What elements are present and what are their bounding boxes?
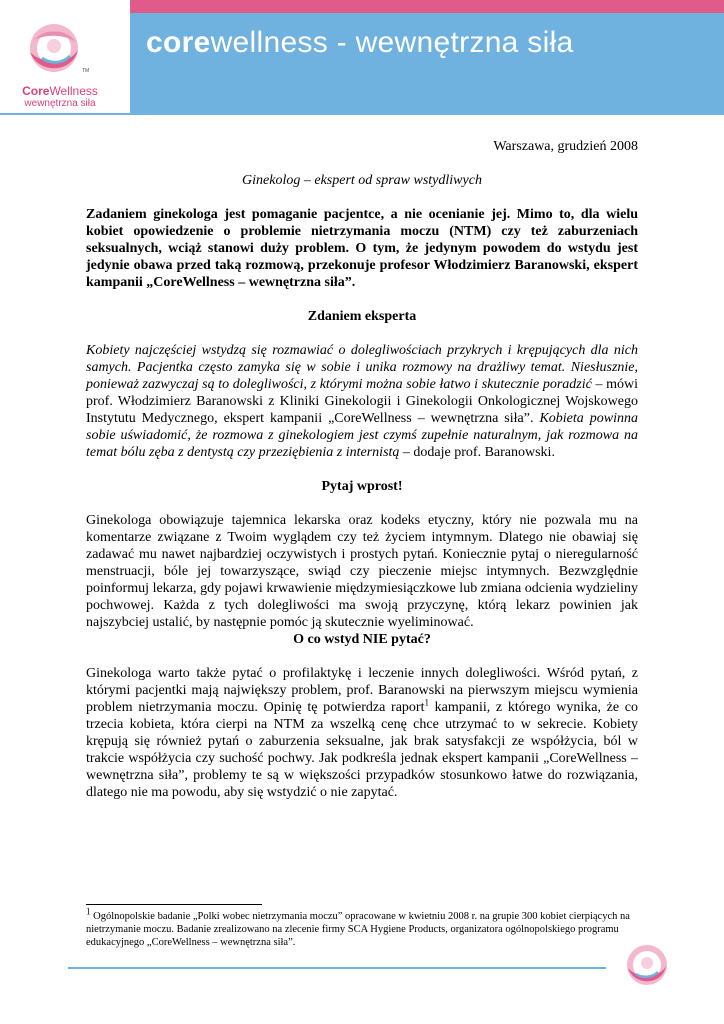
section-heading-what-not-to-ask: O co wstyd NIE pytać? [293, 632, 431, 647]
expert-opinion-paragraph: Kobiety najczęściej wstydzą się rozmawiać o dolegliwościach przykrych i krępujących dla nich samych. Pacjentka często zamyka się w sobie i unika rozmowy na drażliwy temat. Niesłusznie, ponieważ zazwyczaj są to dolegliwości, z którymi można sobie łatwo i skutecznie poradzić – mówi prof. Włodzimierz Baranowski z Kliniki Ginekologii i Ginekologii Onkologicznej Wojskowego Instytutu Medycznego, ekspert kampanii „CoreWellness – wewnętrzna siła”. Kobieta powinna sobie uświadomić, że rozmowa z ginekologiem jest czymś zupełnie naturalnym, jak rozmowa na temat bólu zęba z dentystą czy przeziębienia z internistą – dodaje prof. Baranowski. [86, 343, 639, 460]
logo-swirl-icon [14, 18, 106, 84]
document-subtitle: Ginekolog – ekspert od spraw wstydliwych [242, 173, 482, 188]
footnote-separator [86, 904, 262, 905]
section-heading-expert-opinion: Zdaniem eksperta [307, 309, 417, 324]
footnote: $^1$ Ogólnopolskie badanie „Polki wobec nietrzymania moczu” opracowane w kwietniu 2008 r. na grupie 300 kobiet cierpiących na nietrzymanie moczu. Badanie zrealizowano na zlecenie firmy SCA Hygiene Products, organizatora ogólnopolskiego programu edukacyjnego „CoreWellness – wewnętrzna siła”. [86, 906, 630, 948]
header-pink-stripe [130, 0, 724, 13]
corewellness-logo [14, 18, 106, 108]
logo-name: CoreWellness [22, 84, 98, 98]
document-body [86, 138, 638, 801]
logo-tagline: wewnętrzna siła [24, 98, 96, 109]
lead-paragraph: Zadaniem ginekologa jest pomaganie pacjentce, a nie ocenianie jej. Mimo to, dla wielu kobiet opowiedzenie o problemie nietrzymania moczu (NTM) czy też zaburzeniach seksualnych, wciąż stanowi duży problem. O tym, że jedynym powodem do wstydu jest jedynie obawa przed taką rozmową, przekonuje profesor Włodzimierz Baranowski, ekspert kampanii „CoreWellness – wewnętrzna siła”. [86, 207, 638, 290]
logo-trademark: TM [82, 68, 90, 74]
footer-divider [68, 967, 606, 969]
footer-logo-icon [622, 940, 672, 990]
section-heading-ask-directly: Pytaj wprost! [321, 479, 403, 494]
footnote-reference: 1 [424, 697, 429, 708]
header-divider [0, 113, 724, 115]
ask-directly-paragraph: Ginekologa obowiązuje tajemnica lekarska oraz kodeks etyczny, który nie pozwala mu na komentarze związane z Twoim wyglądem czy też życiem intymnym. Dlatego nie obawiaj się zadawać mu nawet najbardziej oczywistych i prostych pytań. Koniecznie pytaj o nieregularność menstruacji, bóle jej towarzyszące, swiąd czy pieczenie miejsc intymnych. Bezwzględnie poinformuj lekarza, gdy pojawi krwawienie międzymiesiączkowe lub zmiana odcienia wydzieliny pochwowej. Każda z tych dolegliwości ma swoją przyczynę, którą lekarz powinien jak najszybciej ustalić, by następnie pomóc ją skutecznie wyeliminować. [86, 513, 638, 630]
what-not-to-ask-paragraph: Ginekologa warto także pytać o profilaktykę i leczenie innych dolegliwości. Wśród pytań, z którymi pacjentki mają największy problem, prof. Baranowski na pierwszym miejscu wymienia problem nietrzymania moczu. Opinię tę potwierdza raport$^1$ kampanii, z którego wynika, że co trzecia kobieta, która cierpi na NTM za wszelką cenę chce utrzymać to w sekrecie. Kobiety krępują się również pytań o zaburzenia seksualne, jak brak satysfakcji ze współżycia, ból w trakcie współżycia czy suchość pochwy. Jak podkreśla jednak ekspert kampanii „CoreWellness – wewnętrzna siła”, problemy te są w większości przypadków stosunkowo łatwe do rozwiązania, dlatego nie ma powodu, aby się wstydzić o nie zapytać. [86, 666, 638, 800]
header-title: corewellness - wewnętrzna siła [146, 26, 574, 59]
document-date: Warszawa, grudzień 2008 [493, 139, 638, 154]
